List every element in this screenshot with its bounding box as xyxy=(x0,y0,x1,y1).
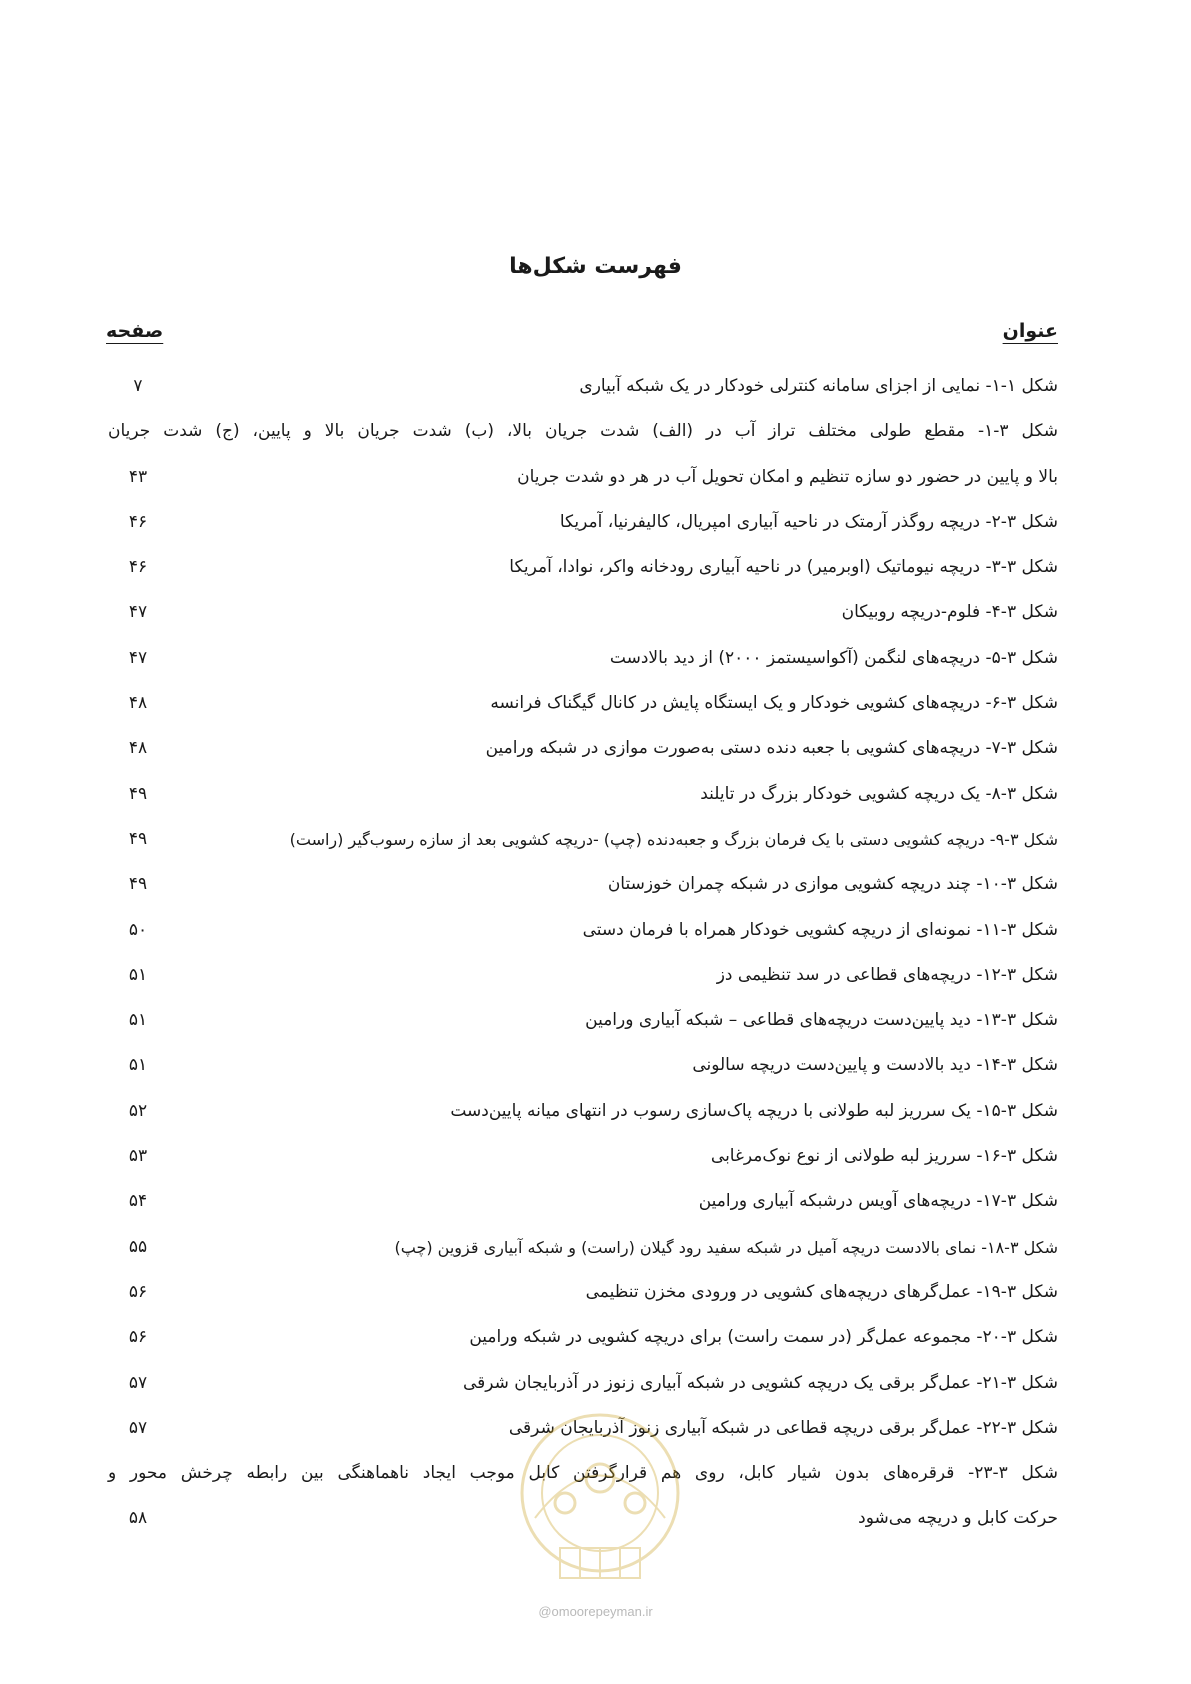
entry-page-number: ۷ xyxy=(133,376,143,396)
entry-page-number: ۴۶ xyxy=(128,511,148,532)
entry-title: شکل ۳-۶- دریچه‌های کشویی خودکار و یک ایستگاه پایش در کانال گیگناک فرانسه xyxy=(490,693,1058,714)
entry-title: شکل ۳-۸- یک دریچه کشویی خودکار بزرگ در تایلند xyxy=(700,783,1058,804)
list-item xyxy=(108,1043,1058,1088)
entry-title: شکل ۳-۲۱- عمل‌گر برقی یک دریچه کشویی در شبکه آبیاری زنوز در آذربایجان شرقی xyxy=(462,1372,1058,1393)
list-item xyxy=(108,1225,1058,1270)
list-item xyxy=(108,862,1058,907)
title-column-header: عنوان xyxy=(1002,320,1058,342)
list-item xyxy=(108,998,1058,1043)
list-item xyxy=(108,455,1058,500)
entry-page-number: ۵۱ xyxy=(128,964,148,985)
list-item xyxy=(108,500,1058,545)
logo-arc xyxy=(535,1476,665,1519)
list-item xyxy=(108,1270,1058,1315)
entry-title: شکل ۳-۷- دریچه‌های کشویی با جعبه دنده دستی به‌صورت موازی در شبکه ورامین xyxy=(485,738,1058,759)
list-item xyxy=(108,908,1058,953)
watermark-url: @omoorepeyman.ir xyxy=(538,1604,653,1619)
entry-title: شکل ۳-۱۳- دید پایین‌دست دریچه‌های قطاعی – شبکه آبیاری ورامین xyxy=(585,1010,1058,1031)
logo-center-figure xyxy=(586,1464,614,1492)
entry-title: شکل ۳-۳- دریچه نیوماتیک (اوبرمیر) در ناحیه آبیاری رودخانه واکر، نوادا، آمریکا xyxy=(509,557,1058,578)
entry-title: شکل ۳-۹- دریچه کشویی دستی با یک فرمان بزرگ و جعبه‌دنده (چپ) -دریچه کشویی بعد از سازه رسوب‌گیر (راست) xyxy=(289,829,1058,849)
entry-title: شکل ۳-۱۸- نمای بالادست دریچه آمیل در شبکه سفید رود گیلان (راست) و شبکه آبیاری قزوین (چپ) xyxy=(394,1237,1058,1257)
entry-page-number: ۴۶ xyxy=(128,557,148,578)
entry-page-number: ۴۳ xyxy=(128,466,148,487)
entry-title: شکل ۳-۱۱- نمونه‌ای از دریچه کشویی خودکار همراه با فرمان دستی xyxy=(582,919,1058,940)
entry-title: شکل ۳-۲۳- قرقره‌های بدون شیار کابل، روی هم قرارگرفتن کابل موجب ایجاد ناهماهنگی بین رابطه چرخش محور و xyxy=(108,1463,1058,1484)
entry-page-number: ۵۰ xyxy=(128,919,148,940)
entry-title: شکل ۳-۱۹- عمل‌گرهای دریچه‌های کشویی در ورودی مخزن تنظیمی xyxy=(585,1281,1058,1302)
list-item xyxy=(108,409,1058,454)
entry-page-number: ۵۱ xyxy=(128,1010,148,1031)
entry-page-number: ۴۷ xyxy=(128,647,148,668)
entry-page-number: ۵۳ xyxy=(128,1146,148,1167)
entry-page-number: ۵۲ xyxy=(128,1100,148,1121)
entry-title: شکل ۳-۲۲- عمل‌گر برقی دریچه قطاعی در شبکه آبیاری زنوز آذربایجان شرقی xyxy=(508,1417,1058,1438)
entry-page-number: ۴۹ xyxy=(128,783,148,804)
entry-page-number: ۵۵ xyxy=(128,1236,148,1257)
entry-title: شکل ۳-۱۵- یک سرریز لبه طولانی با دریچه پاک‌سازی رسوب در انتهای میانه پایین‌دست xyxy=(450,1100,1058,1121)
list-item xyxy=(108,364,1058,409)
list-item xyxy=(108,1134,1058,1179)
entry-page-number: ۴۹ xyxy=(128,874,148,895)
entry-title: شکل ۳-۲۰- مجموعه عمل‌گر (در سمت راست) برای دریچه کشویی در شبکه ورامین xyxy=(469,1327,1058,1348)
entry-page-number: ۵۱ xyxy=(128,1055,148,1076)
list-item xyxy=(108,1089,1058,1134)
list-item xyxy=(108,817,1058,862)
entry-title: شکل ۳-۲- دریچه روگذر آرمتک در ناحیه آبیاری امپریال، کالیفرنیا، آمریکا xyxy=(559,511,1058,532)
publisher-logo-watermark xyxy=(505,1398,695,1598)
entry-page-number: ۴۹ xyxy=(128,828,148,849)
entry-page-number: ۴۷ xyxy=(128,602,148,623)
entry-page-number: ۴۸ xyxy=(128,738,148,759)
entry-page-number: ۵۷ xyxy=(128,1417,148,1438)
list-item xyxy=(108,1179,1058,1224)
entry-page-number: ۵۴ xyxy=(128,1191,148,1212)
list-item xyxy=(108,545,1058,590)
list-item xyxy=(108,590,1058,635)
figure-list xyxy=(108,364,1058,1542)
list-item xyxy=(108,726,1058,771)
list-item xyxy=(108,681,1058,726)
entry-title: شکل ۳-۱۴- دید بالادست و پایین‌دست دریچه سالونی xyxy=(692,1055,1058,1076)
page-column-header: صفحه xyxy=(106,320,164,342)
entry-title: شکل ۳-۵- دریچه‌های لنگمن (آکواسیستمز ۲۰۰۰) از دید بالادست xyxy=(609,647,1058,668)
entry-title: شکل ۳-۱۶- سرریز لبه طولانی از نوع نوک‌مرغابی xyxy=(710,1146,1058,1167)
entry-page-number: ۵۸ xyxy=(128,1508,148,1529)
entry-title: حرکت کابل و دریچه می‌شود xyxy=(858,1508,1058,1529)
logo-right-figure xyxy=(625,1493,645,1513)
entry-page-number: ۵۶ xyxy=(128,1327,148,1348)
entry-page-number: ۵۷ xyxy=(128,1372,148,1393)
entry-title: شکل ۳-۱۲- دریچه‌های قطاعی در سد تنظیمی دز xyxy=(716,964,1058,985)
entry-title: شکل ۳-۴- فلوم-دریچه روبیکان xyxy=(841,602,1058,623)
logo-left-figure xyxy=(555,1493,575,1513)
list-item xyxy=(108,636,1058,681)
entry-title: بالا و پایین در حضور دو سازه تنظیم و امکان تحویل آب در هر دو شدت جریان xyxy=(517,466,1058,487)
entry-title: شکل ۳-۱۰- چند دریچه کشویی موازی در شبکه چمران خوزستان xyxy=(607,874,1058,895)
list-item xyxy=(108,1315,1058,1360)
entry-title: شکل ۱-۱- نمایی از اجزای سامانه کنترلی خودکار در یک شبکه آبیاری xyxy=(579,376,1058,396)
list-item xyxy=(108,953,1058,998)
list-item xyxy=(108,772,1058,817)
entry-title: شکل ۳-۱- مقطع طولی مختلف تراز آب در (الف) شدت جریان بالا، (ب) شدت جریان بالا و پایین، (ج) شدت جریان xyxy=(108,421,1058,442)
entry-title: شکل ۳-۱۷- دریچه‌های آویس درشبکه آبیاری ورامین xyxy=(698,1191,1058,1212)
entry-page-number: ۵۶ xyxy=(128,1281,148,1302)
page-title: فهرست شکل‌ها xyxy=(509,254,682,279)
entry-page-number: ۴۸ xyxy=(128,693,148,714)
